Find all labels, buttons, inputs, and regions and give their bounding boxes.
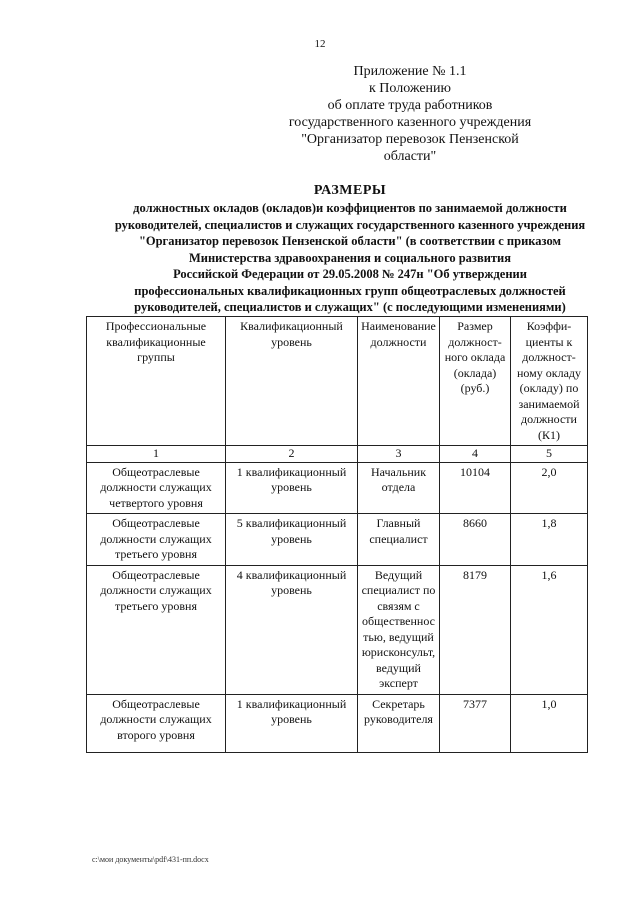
table-row [87, 694, 588, 752]
coefficient-cell: 2,0 [511, 462, 588, 514]
table-row [87, 565, 588, 694]
salary-table [86, 316, 588, 753]
table-header-row [87, 317, 588, 446]
subtitle-line: профессиональных квалификационных групп общеотраслевых должностей [134, 283, 566, 298]
subtitle-line: Министерства здравоохранения и социального развития [188, 250, 512, 265]
appendix-line: области" [383, 149, 437, 164]
level-cell: 1 квалификационный уровень [226, 462, 358, 514]
header-cell: Наименование должности [358, 317, 440, 446]
subtitle-line: Российской Федерации от 29.05.2008 № 247н "Об утверждении [173, 267, 527, 281]
salary-cell: 7377 [440, 694, 511, 752]
position-cell: Главный специалист [358, 514, 440, 566]
salary-cell: 8660 [440, 514, 511, 566]
subtitle-line: должностных окладов (окладов)и коэффициентов по занимаемой должности [133, 201, 567, 215]
file-path-footer: c:\мои документы\pdf\431-пп.docx [92, 855, 209, 864]
appendix-line: государственного казенного учреждения [288, 115, 532, 130]
group-cell: Общеотраслевые должности служащих второго уровня [87, 694, 226, 752]
header-cell: Профессиональные квалификационные группы [87, 317, 226, 446]
position-cell: Секретарь руководителя [358, 694, 440, 752]
document-title: РАЗМЕРЫ [313, 183, 387, 198]
table-row [87, 514, 588, 566]
appendix-line: к Положению [368, 81, 451, 96]
coefficient-cell: 1,6 [511, 565, 588, 694]
subtitle-line: "Организатор перевозок Пензенской области" (в соответствии с приказом [138, 234, 562, 248]
header-cell: Коэффи-циенты к должност-ному окладу (окладу) по занимаемой должности (К1) [511, 317, 588, 446]
table-row [87, 462, 588, 514]
coefficient-cell: 1,0 [511, 694, 588, 752]
group-cell: Общеотраслевые должности служащих третьего уровня [87, 565, 226, 694]
level-cell: 1 квалификационный уровень [226, 694, 358, 752]
position-cell: Ведущий специалист по связям с общественностью, ведущий юрисконсульт, ведущий эксперт [358, 565, 440, 694]
column-number: 1 [87, 446, 226, 463]
subtitle-line: руководителей, специалистов и служащих государственного казенного учреждения [114, 217, 586, 232]
appendix-block [280, 63, 540, 165]
document-subtitle [95, 200, 605, 316]
level-cell: 4 квалификационный уровень [226, 565, 358, 694]
appendix-line: "Организатор перевозок Пензенской [301, 132, 519, 147]
header-cell: Квалификационный уровень [226, 317, 358, 446]
header-cell: Размер должност-ного оклада (оклада) (руб.) [440, 317, 511, 446]
appendix-line: Приложение № 1.1 [353, 64, 467, 79]
column-number: 3 [358, 446, 440, 463]
group-cell: Общеотраслевые должности служащих третьего уровня [87, 514, 226, 566]
column-number: 4 [440, 446, 511, 463]
coefficient-cell: 1,8 [511, 514, 588, 566]
appendix-line: об оплате труда работников [327, 98, 493, 113]
column-number: 5 [511, 446, 588, 463]
page-number: 12 [314, 38, 326, 50]
subtitle-line: руководителей, специалистов и служащих" (с последующими изменениями) [134, 300, 566, 314]
column-number-row [87, 446, 588, 463]
salary-cell: 8179 [440, 565, 511, 694]
group-cell: Общеотраслевые должности служащих четвертого уровня [87, 462, 226, 514]
position-cell: Начальник отдела [358, 462, 440, 514]
level-cell: 5 квалификационный уровень [226, 514, 358, 566]
salary-cell: 10104 [440, 462, 511, 514]
column-number: 2 [226, 446, 358, 463]
